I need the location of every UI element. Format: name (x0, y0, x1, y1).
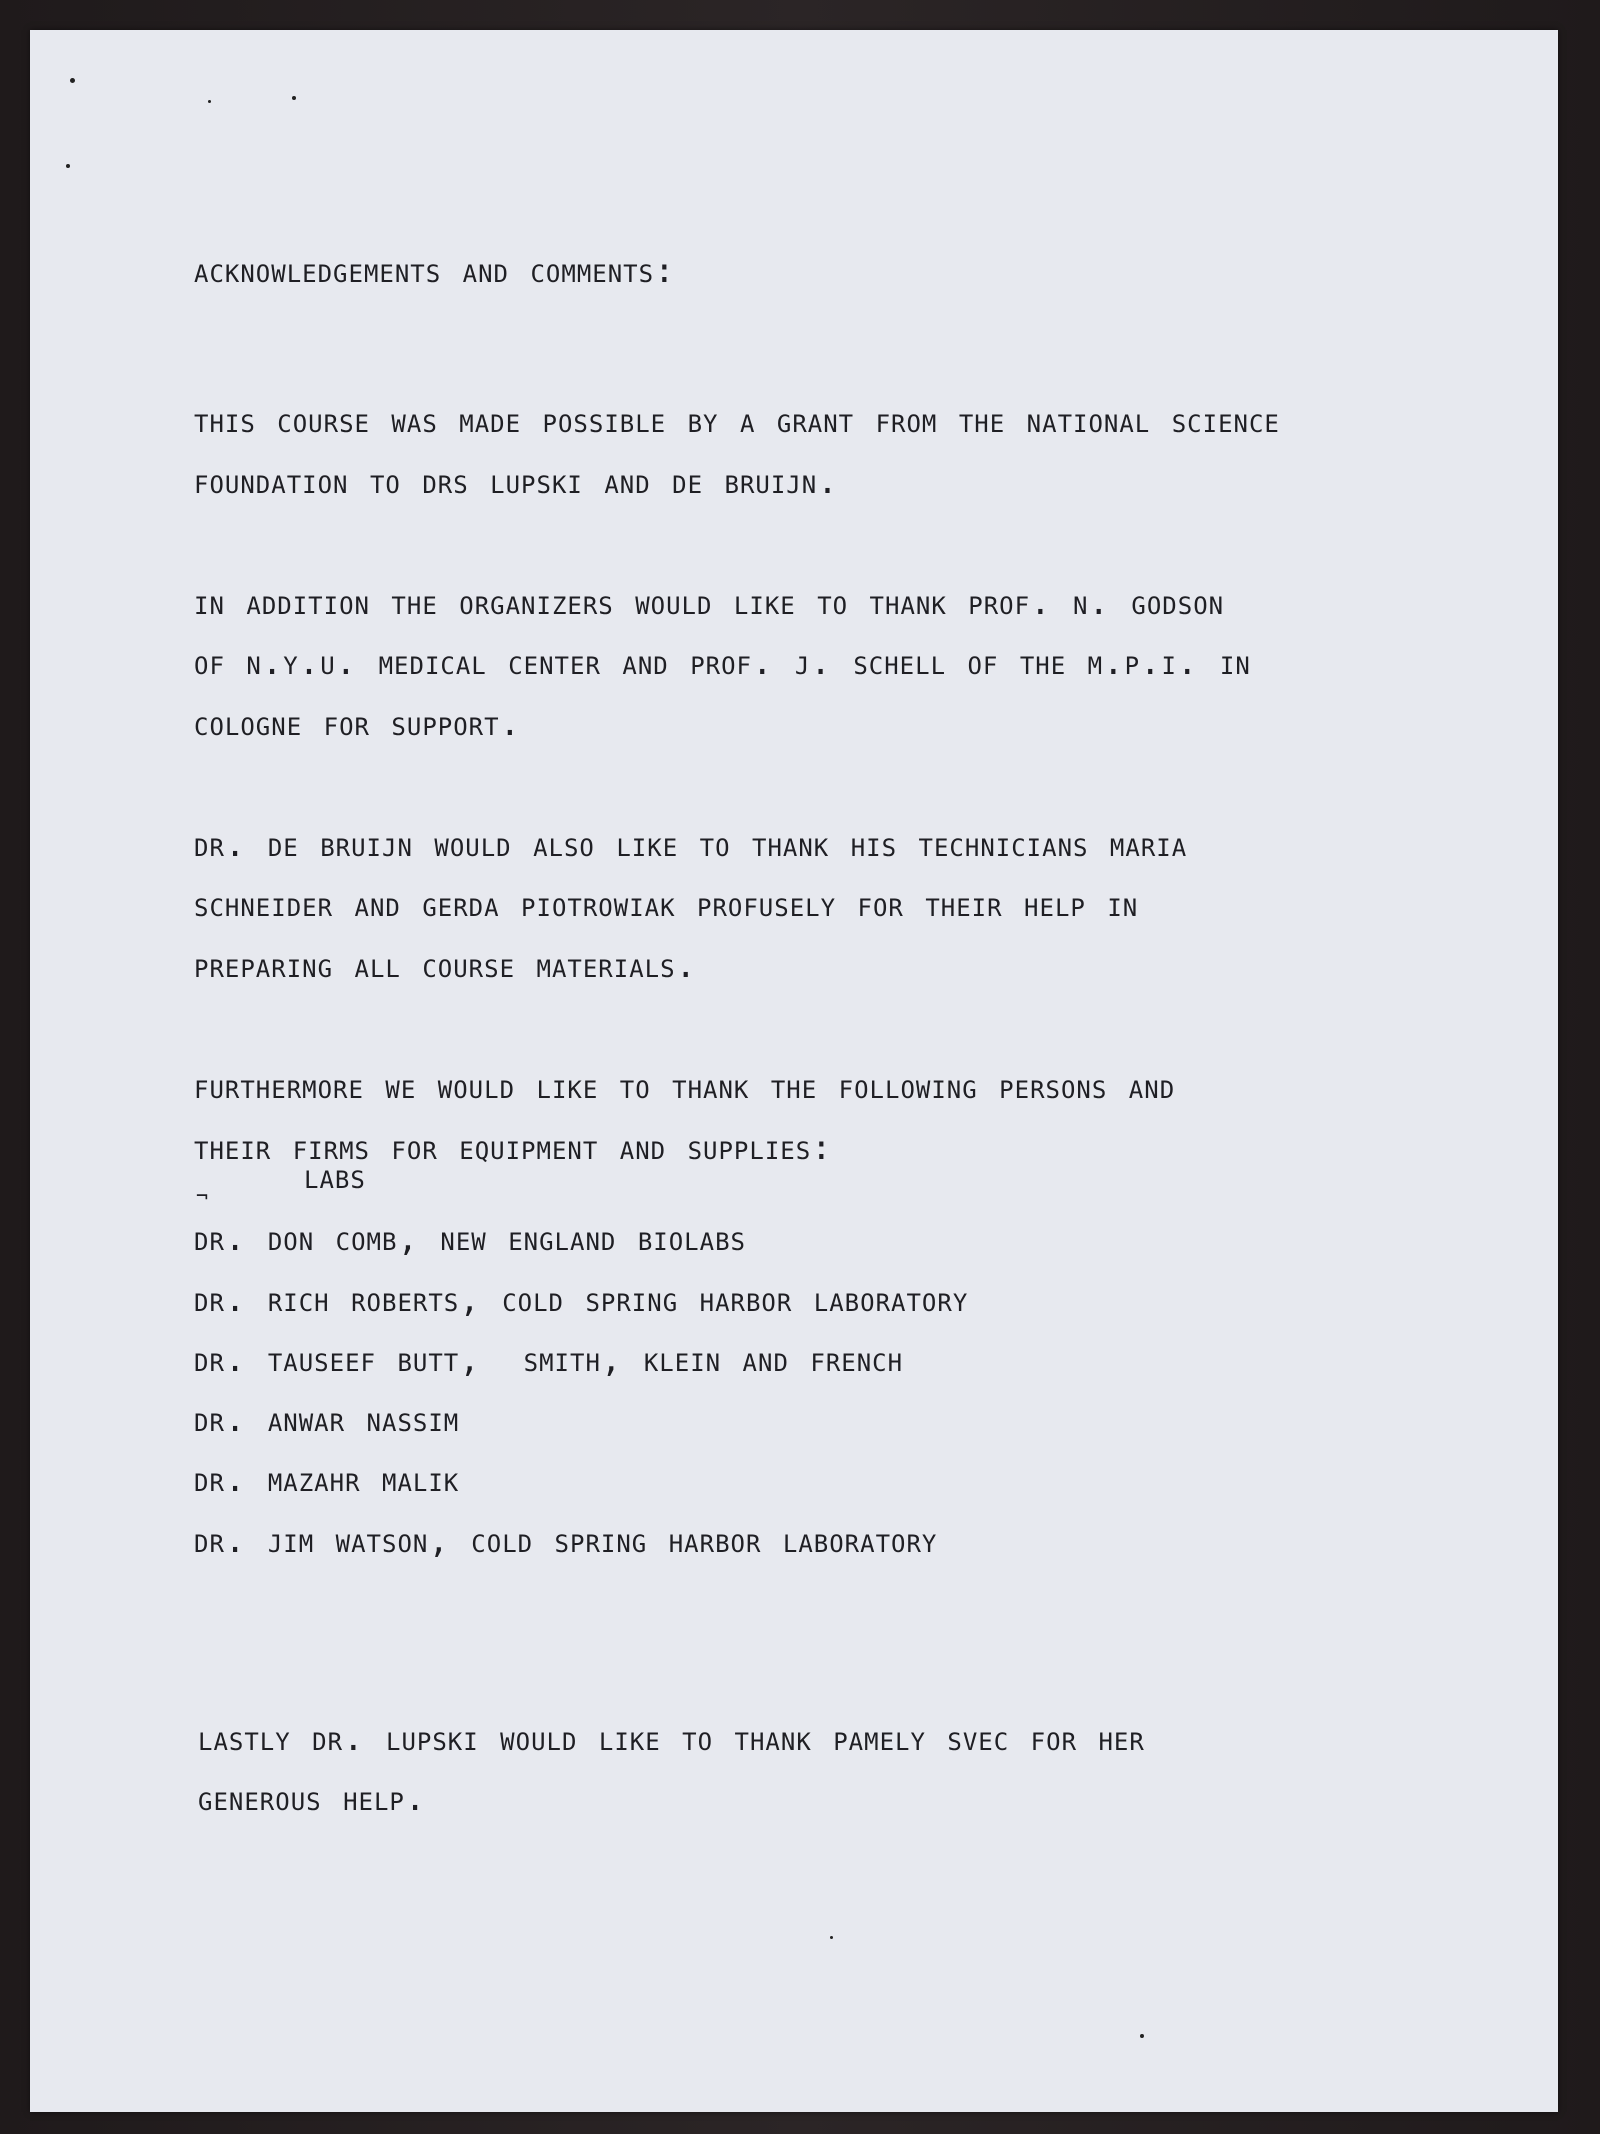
person-line: dr. tauseef butt, smith, klein and french (194, 1340, 904, 1380)
margin-mark (292, 96, 296, 100)
margin-mark (66, 164, 70, 168)
person-line: dr. jim watson, cold spring harbor laboratory (194, 1521, 938, 1561)
para3-line: schneider and gerda piotrowiak profusely for their help in (194, 885, 1139, 925)
para2-line: of n.y.u. medical center and prof. j. schell of the m.p.i. in (194, 643, 1251, 683)
document-heading: acknowledgements and comments: (194, 251, 676, 291)
para3-line: preparing all course materials. (194, 946, 698, 986)
person-line: dr. anwar nassim (194, 1400, 460, 1440)
margin-mark (830, 1936, 833, 1939)
insertion-caret: ¬ (196, 1184, 210, 1208)
para1-line: foundation to drs lupski and de bruijn. (194, 462, 839, 502)
person-line: dr. don comb, new england biolabs (194, 1219, 746, 1259)
para2-line: cologne for support. (194, 704, 522, 744)
margin-mark (1140, 2034, 1144, 2038)
para5-line: lastly dr. lupski would like to thank pamely svec for her (198, 1719, 1145, 1759)
margin-mark (70, 78, 75, 83)
inserted-note: labs (304, 1157, 366, 1197)
para4-line: furthermore we would like to thank the following persons and (194, 1067, 1176, 1107)
para1-line: this course was made possible by a grant from the national science (194, 401, 1280, 441)
para4-line: their firms for equipment and supplies: (194, 1128, 833, 1168)
margin-mark (208, 100, 211, 103)
para2-line: in addition the organizers would like to thank prof. n. godson (194, 583, 1225, 623)
person-line: dr. mazahr malik (194, 1460, 460, 1500)
person-line: dr. rich roberts, cold spring harbor laboratory (194, 1280, 969, 1320)
para3-line: dr. de bruijn would also like to thank his technicians maria (194, 825, 1188, 865)
para5-line: generous help. (198, 1779, 427, 1819)
